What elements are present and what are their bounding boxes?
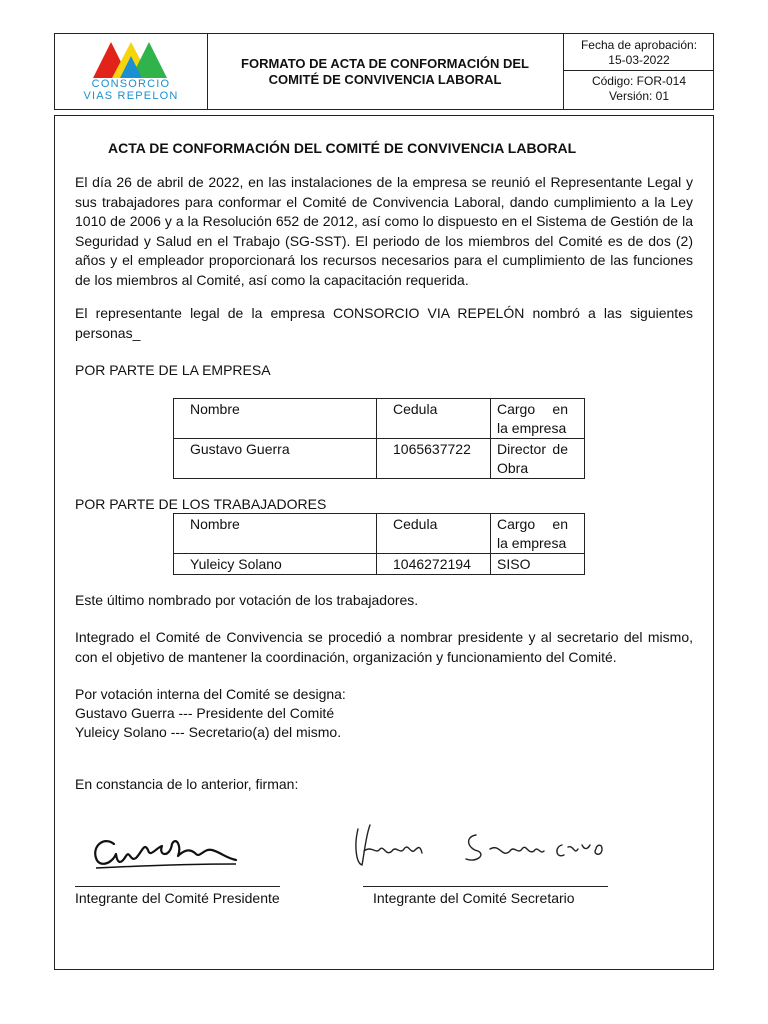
approval-cell [564,34,714,71]
table-row [174,554,585,575]
approval-label: Fecha de aprobación: [580,38,698,52]
logo-triangles-icon [93,42,169,78]
header-cargo: Cargo en la empresa [491,514,585,554]
company-members-table [173,398,585,479]
appointment-paragraph: El representante legal de la empresa CONSORCIO VIA REPELÓN nombró a las siguientes personas_ [75,305,693,341]
document-header [54,33,714,110]
designation-intro: Por votación interna del Comité se designa: [75,686,346,702]
member-role: Director de Obra [491,439,585,479]
table-header-row [174,399,585,439]
header-cedula: Cedula [377,399,491,439]
member-role: SISO [491,554,585,575]
secretary-signature-icon [350,815,610,875]
president-signature-line [75,886,280,887]
intro-paragraph: El día 26 de abril de 2022, en las instalaciones de la empresa se reunió el Representante Legal y sus trabajadores para conformar el Comité de Convivencia Laboral, dando cumplimiento a la Ley 1010 de 2006 y a la Resolución 652 de 2012, así como lo dispuesto en el Sistema de Gestión de la Seguridad y Salud en el Trabajo (SG-SST). El periodo de los miembros del Comité es de dos (2) años y el empleador proporcionará los recursos necesarios para el cumplimiento de las funciones de los miembros al Comité, así como la capacitación requerida. [75,174,693,288]
member-id: 1046272194 [377,554,491,575]
company-section-heading: POR PARTE DE LA EMPRESA [75,362,271,378]
approval-date: 15-03-2022 [608,53,670,67]
company-logo [55,34,208,109]
member-name: Yuleicy Solano [174,554,377,575]
member-id: 1065637722 [377,439,491,479]
worker-members-table [173,513,585,575]
form-code: Código: FOR-014 [591,74,687,88]
form-title: FORMATO DE ACTA DE CONFORMACIÓN DEL COMITÉ DE CONVIVENCIA LABORAL [241,55,529,87]
president-signature-icon [86,828,246,878]
member-name: Gustavo Guerra [174,439,377,479]
president-signature-label: Integrante del Comité Presidente [75,890,280,906]
logo-line-1: CONSORCIO [91,78,171,90]
header-nombre: Nombre [174,514,377,554]
logo-line-2: VIAS REPELON [83,90,179,102]
secretary-signature-label: Integrante del Comité Secretario [373,890,575,906]
workers-section-heading: POR PARTE DE LOS TRABAJADORES [75,496,327,512]
designation-president: Gustavo Guerra --- Presidente del Comité [75,705,335,721]
table-header-row [174,514,585,554]
form-version: Versión: 01 [608,89,670,103]
header-nombre: Nombre [174,399,377,439]
secretary-signature-line [363,886,608,887]
code-version-cell [564,71,714,104]
header-cedula: Cedula [377,514,491,554]
vote-note: Este último nombrado por votación de los trabajadores. [75,592,419,608]
table-row [174,439,585,479]
form-meta [563,34,714,109]
document-title: ACTA DE CONFORMACIÓN DEL COMITÉ DE CONVIVENCIA LABORAL [108,140,577,156]
header-cargo: Cargo en la empresa [491,399,585,439]
integration-paragraph: Integrado el Comité de Convivencia se procedió a nombrar presidente y al secretario del mismo, con el objetivo de mantener la coordinación, organización y funcionamiento del Comité. [75,629,693,665]
closing-statement: En constancia de lo anterior, firman: [75,776,299,792]
designation-secretary: Yuleicy Solano --- Secretario(a) del mismo. [75,724,342,740]
